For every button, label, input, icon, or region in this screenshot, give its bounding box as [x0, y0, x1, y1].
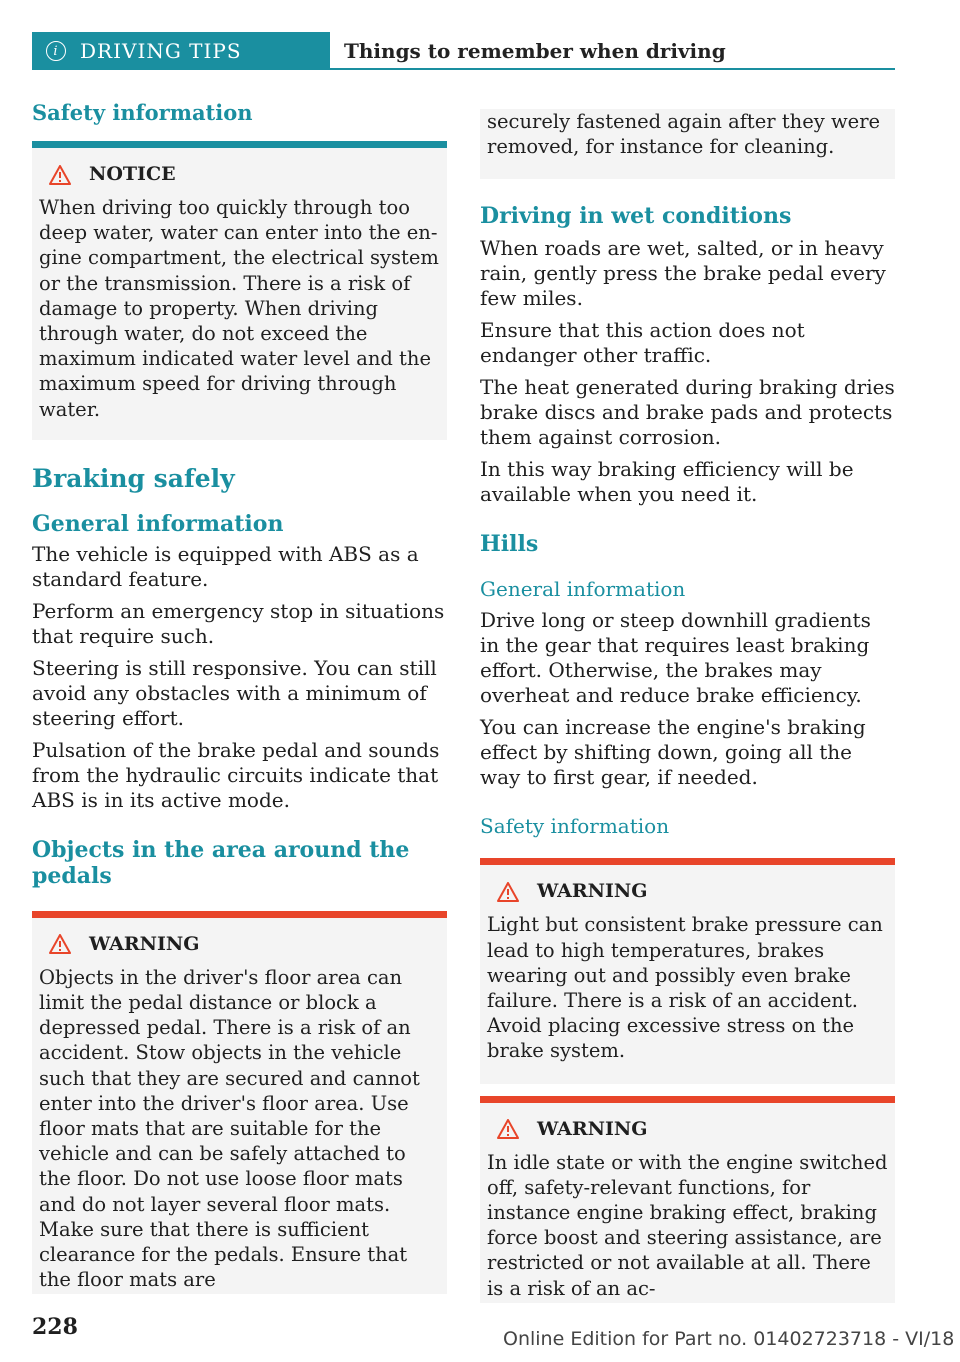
- general-para-3: Steering is still responsive. You can still avoid any obstacles with a minimum of steering effort.: [32, 655, 437, 730]
- continued-box: [480, 109, 895, 179]
- warning-text: Objects in the driver's floor area can limit the pedal distance or block a depressed pedal. There is a risk of an accident. Stow objects in the vehicle such that they are secured and cannot enter into the driver's floor area. Use floor mats that are suitable for the vehicle and can be safely attached to the floor. Do not use loose floor mats and do not layer several floor mats. Make sure that there is sufficient clearance for the pedals. Ensure that the floor mats are: [39, 965, 420, 1292]
- warning-triangle-icon: [49, 934, 71, 954]
- hills-para-2: You can increase the engine's braking effect by shifting down, going all the way to first gear, if needed.: [480, 715, 866, 790]
- notice-title: NOTICE: [39, 162, 440, 187]
- objects-warning-box: [32, 911, 447, 1295]
- wet-para-3: The heat generated during braking dries brake discs and brake pads and protects them against corrosion.: [480, 375, 895, 450]
- section-label: DRIVING TIPS: [80, 39, 242, 63]
- section-tab: [32, 32, 330, 70]
- wet-para-1: When roads are wet, salted, or in heavy rain, gently press the brake pedal every few miles.: [480, 236, 886, 311]
- continued-text: securely fastened again after they were removed, for instance for cleaning.: [487, 110, 881, 159]
- warning-triangle-icon: [49, 165, 71, 185]
- general-para-1: The vehicle is equipped with ABS as a standard feature.: [32, 541, 419, 591]
- left-column: [32, 100, 447, 1294]
- info-icon: i: [46, 41, 66, 61]
- wet-para-2: Ensure that this action does not endanger other traffic.: [480, 318, 805, 368]
- warning-title: WARNING: [39, 932, 440, 957]
- page-number: 228: [32, 1314, 78, 1340]
- warning-triangle-icon: [497, 1119, 519, 1139]
- hills-para-1: Drive long or steep downhill gradients in the gear that requires least braking effort. Otherwise, the brakes may overheat and reduce brake efficiency.: [480, 608, 871, 708]
- brake-warning-box: [480, 858, 895, 1083]
- general-para-4: Pulsation of the brake pedal and sounds from the hydraulic circuits indicate that ABS is in its active mode.: [32, 737, 440, 812]
- idle-warning-box: [480, 1096, 895, 1303]
- header-rule: [330, 68, 895, 70]
- wet-heading: Driving in wet conditions: [480, 203, 792, 230]
- warning-title: WARNING: [487, 879, 888, 904]
- notice-box: [32, 141, 447, 440]
- wet-para-4: In this way braking efficiency will be available when you need it.: [480, 457, 854, 507]
- edition-text: Online Edition for Part no. 01402723718 - VI/18: [503, 1328, 955, 1350]
- page-header: [32, 32, 895, 70]
- hills-heading: Hills: [480, 531, 539, 558]
- right-column: [480, 109, 895, 1303]
- warning-text: In idle state or with the engine switched off, safety-relevant functions, for instance engine braking effect, braking force boost and steering assistance, are restricted or not available at all. There is a risk of an ac-: [487, 1150, 888, 1300]
- warning-text: Light but consistent brake pressure can lead to high temperatures, brakes wearing out and possibly even brake failure. There is a risk of an accident. Avoid placing excessive stress on the brake system.: [487, 913, 883, 1063]
- hills-general-heading: General information: [480, 577, 686, 602]
- objects-heading: Objects in the area around the pedals: [32, 836, 410, 889]
- notice-bar: [32, 141, 447, 148]
- chapter-title: Things to remember when driving: [344, 39, 726, 63]
- safety-heading: Safety information: [32, 100, 253, 125]
- warning-bar: [480, 858, 895, 865]
- general-para-2: Perform an emergency stop in situations that require such.: [32, 598, 445, 648]
- notice-text: When driving too quickly through too deep water, water can enter into the engine compartment, the electrical system or the transmission. There is a risk of damage to property. When driving through water, do not exceed the maximum indicated water level and the maximum speed for driving through water.: [39, 196, 439, 421]
- warning-title: WARNING: [487, 1117, 888, 1142]
- warning-bar: [480, 1096, 895, 1103]
- hills-safety-heading: Safety information: [480, 814, 670, 839]
- general-heading: General information: [32, 510, 284, 537]
- braking-heading: Braking safely: [32, 463, 235, 493]
- warning-bar: [32, 911, 447, 918]
- warning-triangle-icon: [497, 882, 519, 902]
